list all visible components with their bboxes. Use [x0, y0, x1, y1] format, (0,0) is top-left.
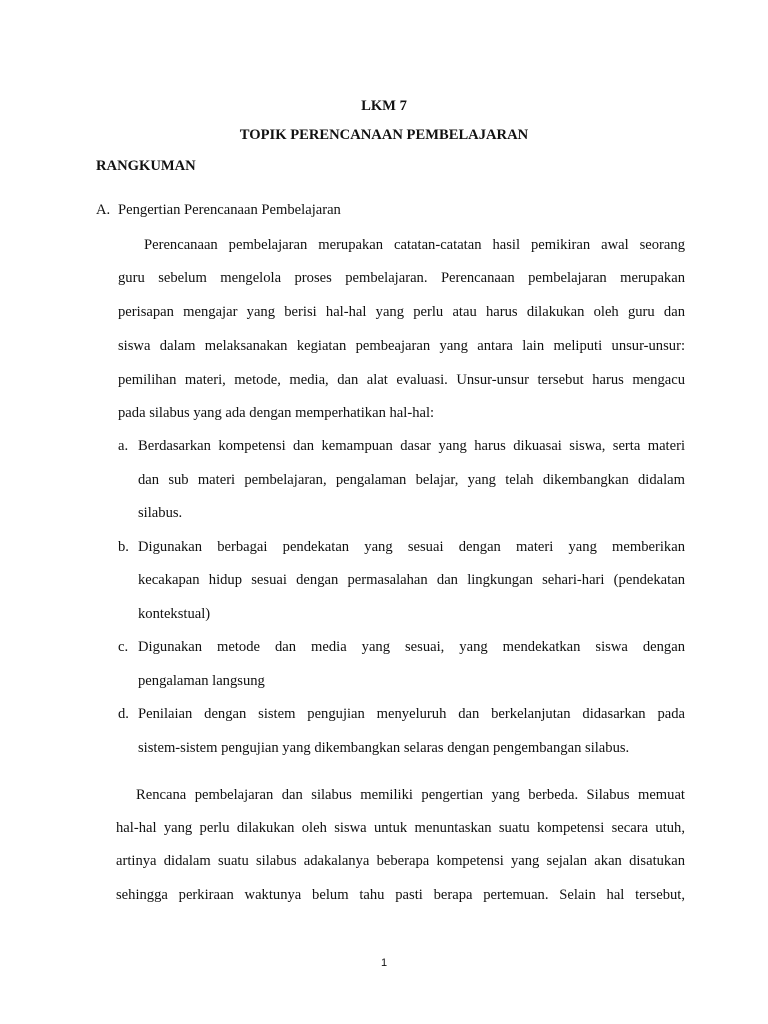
para2-line-4: sehingga perkiraan waktunya belum tahu pasti berapa pertemuan. Selain hal tersebut,: [116, 887, 685, 903]
list-item-b-line-3: kontekstual): [138, 606, 211, 622]
para1-line-1: Perencanaan pembelajaran merupakan catatan-catatan hasil pemikiran awal seorang: [144, 237, 685, 253]
list-item-b-marker: b.: [118, 539, 129, 555]
list-item-b-line-1: Digunakan berbagai pendekatan yang sesuai dengan materi yang memberikan: [138, 539, 685, 555]
para1-line-5: pemilihan materi, metode, media, dan alat evaluasi. Unsur-unsur tersebut harus mengacu: [118, 372, 685, 388]
heading-a-marker: A.: [96, 202, 111, 218]
list-item-a-line-3: silabus.: [138, 505, 183, 521]
list-item-d-marker: d.: [118, 706, 129, 722]
para1-line-2: guru sebelum mengelola proses pembelajaran. Perencanaan pembelajaran merupakan: [118, 270, 685, 286]
list-item-b-line-2: kecakapan hidup sesuai dengan permasalahan dan lingkungan sehari-hari (pendekatan: [138, 572, 685, 588]
para2-line-2: hal-hal yang perlu dilakukan oleh siswa untuk menuntaskan suatu kompetensi secara utuh,: [116, 820, 685, 836]
document-title: LKM 7: [361, 98, 407, 114]
section-heading: RANGKUMAN: [96, 158, 196, 174]
list-item-d-line-1: Penilaian dengan sistem pengujian menyeluruh dan berkelanjutan didasarkan pada: [138, 706, 685, 722]
para1-line-4: siswa dalam melaksanakan kegiatan pembeajaran yang antara lain meliputi unsur-unsur:: [118, 338, 685, 354]
para2-line-3: artinya didalam suatu silabus adakalanya beberapa kompetensi yang sejalan akan disatukan: [116, 853, 685, 869]
list-item-a-line-2: dan sub materi pembelajaran, pengalaman belajar, yang telah dikembangkan didalam: [138, 472, 685, 488]
list-item-c-line-1: Digunakan metode dan media yang sesuai, yang mendekatkan siswa dengan: [138, 639, 685, 655]
list-item-c-line-2: pengalaman langsung: [138, 673, 265, 689]
list-item-a-marker: a.: [118, 438, 129, 454]
list-item-d-line-2: sistem-sistem pengujian yang dikembangkan selaras dengan pengembangan silabus.: [138, 740, 630, 756]
para1-line-6: pada silabus yang ada dengan memperhatikan hal-hal:: [118, 405, 435, 421]
list-item-a-line-1: Berdasarkan kompetensi dan kemampuan dasar yang harus dikuasai siswa, serta materi: [138, 438, 685, 454]
document-topic: TOPIK PERENCANAAN PEMBELAJARAN: [239, 127, 529, 143]
list-item-c-marker: c.: [118, 639, 129, 655]
heading-a-text: Pengertian Perencanaan Pembelajaran: [118, 202, 341, 218]
para1-line-3: perisapan mengajar yang berisi hal-hal yang perlu atau harus dilakukan oleh guru dan: [118, 304, 685, 320]
para2-line-1: Rencana pembelajaran dan silabus memiliki pengertian yang berbeda. Silabus memuat: [136, 787, 685, 803]
page-number: 1: [380, 957, 388, 969]
